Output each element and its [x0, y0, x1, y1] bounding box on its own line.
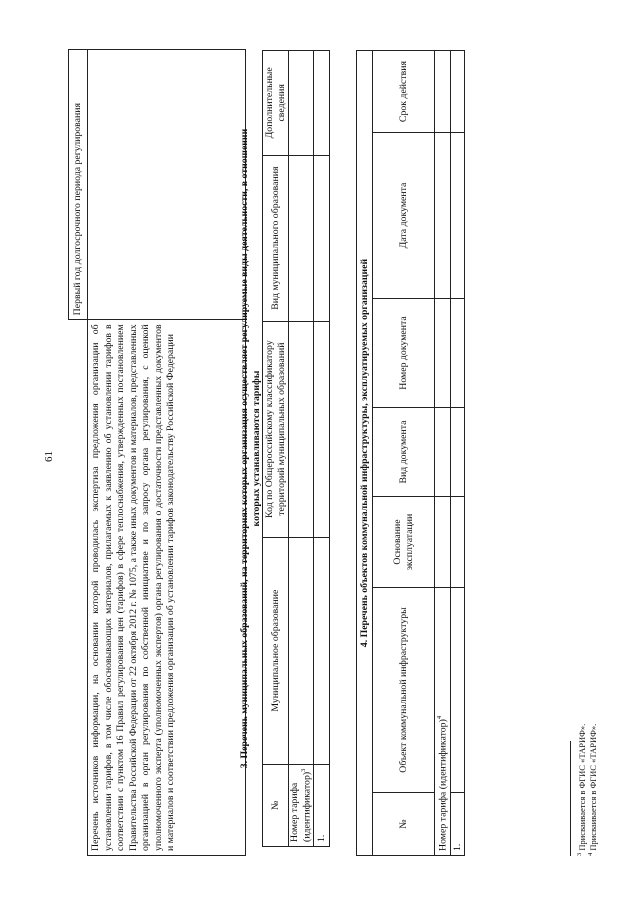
infrastructure-table — [356, 50, 465, 856]
col-number-header: № — [373, 793, 435, 856]
source-info-text: Перечень источников информации, на основании которой проводилась экспертиза предложения организации об установлении тарифов, в том числе обосновывающих материалов, прилагаемых к заявлению об установлении тарифов в соответствии с пунктом 16 Правил регулирования цен (тарифов) в сфере теплоснабжения, утвержденных постановлением Правительства Российской Федерации от 22 октября 2012 г. № 1075, а также иных документов и материалов, представленных организацией в орган регулирования по собственной инициативе и по запросу органа регулирования, с оценкой уполномоченного эксперта (уполномоченных экспертов) органа регулирования о достаточности представленных документов и материалов и соответствии предложения организации об установлении тарифов законодательству Российской Федерации — [88, 320, 246, 856]
empty-cell — [289, 321, 314, 537]
empty-cell — [451, 588, 465, 793]
regulation-year-header: Первый год долгосрочного периода регулирования — [69, 50, 88, 320]
empty-cell — [289, 155, 314, 321]
col-operation-basis-header: Основание эксплуатации — [373, 497, 435, 588]
empty-cell — [451, 497, 465, 588]
empty-cell — [313, 321, 329, 537]
footnote-mark: 4 — [587, 852, 594, 856]
empty-header-cell — [69, 320, 88, 856]
footnote-ref: 4 — [436, 715, 444, 720]
row-number: 1. — [313, 764, 329, 846]
table-row — [451, 51, 465, 856]
empty-cell — [435, 299, 451, 408]
footnote-text: Присваивается в ФГИС «ТАРИФ». — [576, 723, 587, 851]
table-row — [435, 51, 451, 856]
empty-cell — [435, 497, 451, 588]
col-document-type-header: Вид документа — [373, 408, 435, 497]
row-number: 1. — [451, 793, 465, 856]
tariff-number-label: Номер тарифа (идентификатор) — [437, 719, 449, 851]
tariff-number-cell — [289, 764, 314, 846]
table-row — [289, 51, 314, 847]
col-document-date-header: Дата документа — [373, 133, 435, 299]
source-info-value — [88, 50, 246, 320]
tariff-number-cell — [435, 588, 451, 856]
footnote-4 — [587, 724, 598, 856]
section-3-title-line1: 3. Перечень муниципальных образований, на территориях которых организация осуществляет регулируемые виды деятельности, в отношении — [239, 128, 250, 769]
section-4-title: 4. Перечень объектов коммунальной инфраструктуры, эксплуатируемых организацией — [357, 51, 373, 856]
empty-cell — [451, 133, 465, 299]
empty-cell — [451, 51, 465, 133]
col-municipality-header: Муниципальное образование — [263, 537, 289, 764]
empty-cell — [313, 51, 329, 156]
col-document-number-header: Номер документа — [373, 299, 435, 408]
page-number: 61 — [43, 451, 55, 462]
empty-cell — [435, 51, 451, 133]
col-oktmo-code-header: Код по Общероссийскому классификатору территорий муниципальных образований — [263, 321, 289, 537]
empty-cell — [451, 299, 465, 408]
empty-cell — [435, 408, 451, 497]
section-3-title — [239, 50, 263, 847]
empty-cell — [289, 537, 314, 764]
footnote-separator — [570, 741, 571, 856]
col-number-header: № — [263, 764, 289, 846]
empty-cell — [313, 537, 329, 764]
empty-cell — [313, 155, 329, 321]
section-3-title-line2: которых устанавливаются тарифы — [251, 370, 263, 527]
empty-cell — [435, 133, 451, 299]
table-row — [313, 51, 329, 847]
col-infrastructure-object-header: Объект коммунальной инфраструктуры — [373, 588, 435, 793]
footnote-text: Присваивается в ФГИС «ТАРИФ». — [587, 723, 598, 851]
col-additional-info-header: Дополнительные сведения — [263, 51, 289, 156]
footnote-3 — [576, 724, 587, 856]
municipalities-table — [262, 50, 330, 847]
empty-cell — [289, 51, 314, 156]
tariff-number-label: Номер тарифа (идентификатор) — [289, 771, 313, 842]
col-municipality-type-header: Вид муниципального образования — [263, 155, 289, 321]
col-validity-header: Срок действия — [373, 51, 435, 133]
footnote-ref: 3 — [300, 768, 308, 772]
source-info-table — [68, 49, 246, 856]
footnote-mark: 3 — [576, 852, 583, 856]
empty-cell — [451, 408, 465, 497]
